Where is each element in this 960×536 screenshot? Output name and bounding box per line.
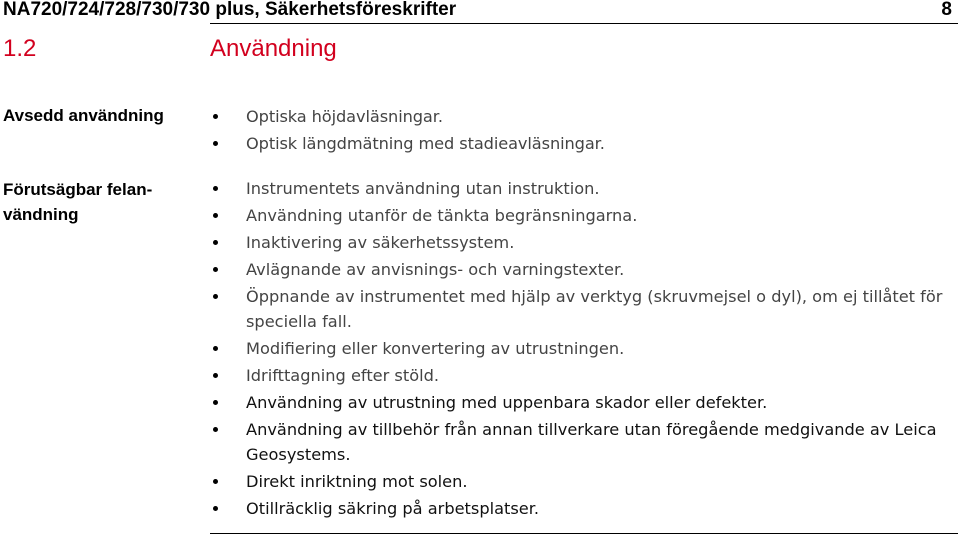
bottom-divider [210, 533, 958, 534]
section-number: 1.2 [3, 35, 37, 62]
list-item: Avlägnande av anvisnings- och varningstexter. [210, 256, 955, 283]
list-item: Modifiering eller konvertering av utrustningen. [210, 335, 955, 362]
list-item: Användning av utrustning med uppenbara skador eller defekter. [210, 389, 955, 416]
list-item: Optisk längdmätning med stadieavläsningar. [210, 130, 955, 157]
list-item: Direkt inriktning mot solen. [210, 468, 955, 495]
section-title: Användning [210, 35, 337, 62]
list-item: Inaktivering av säkerhetssystem. [210, 229, 955, 256]
page-number: 8 [941, 0, 952, 20]
foreseeable-misuse-label: Förutsägbar felan- vändning [3, 180, 153, 224]
foreseeable-misuse-list [210, 175, 955, 522]
list-item: Öppnande av instrumentet med hjälp av verktyg (skruvmejsel o dyl), om ej tillåtet för speciella fall. [210, 283, 955, 335]
list-item: Otillräcklig säkring på arbetsplatser. [210, 495, 955, 522]
list-item: Idrifttagning efter stöld. [210, 362, 955, 389]
list-item: Användning av tillbehör från annan tillverkare utan föregående medgivande av Leica Geosystems. [210, 416, 955, 468]
list-item: Optiska höjdavläsningar. [210, 103, 955, 130]
running-header-title: NA720/724/728/730/730 plus, Säkerhetsföreskrifter [3, 0, 457, 20]
intended-use-list [210, 103, 955, 157]
header-divider [210, 23, 958, 24]
intended-use-label: Avsedd användning [3, 106, 164, 125]
list-item: Instrumentets användning utan instruktion. [210, 175, 955, 202]
list-item: Användning utanför de tänkta begränsningarna. [210, 202, 955, 229]
